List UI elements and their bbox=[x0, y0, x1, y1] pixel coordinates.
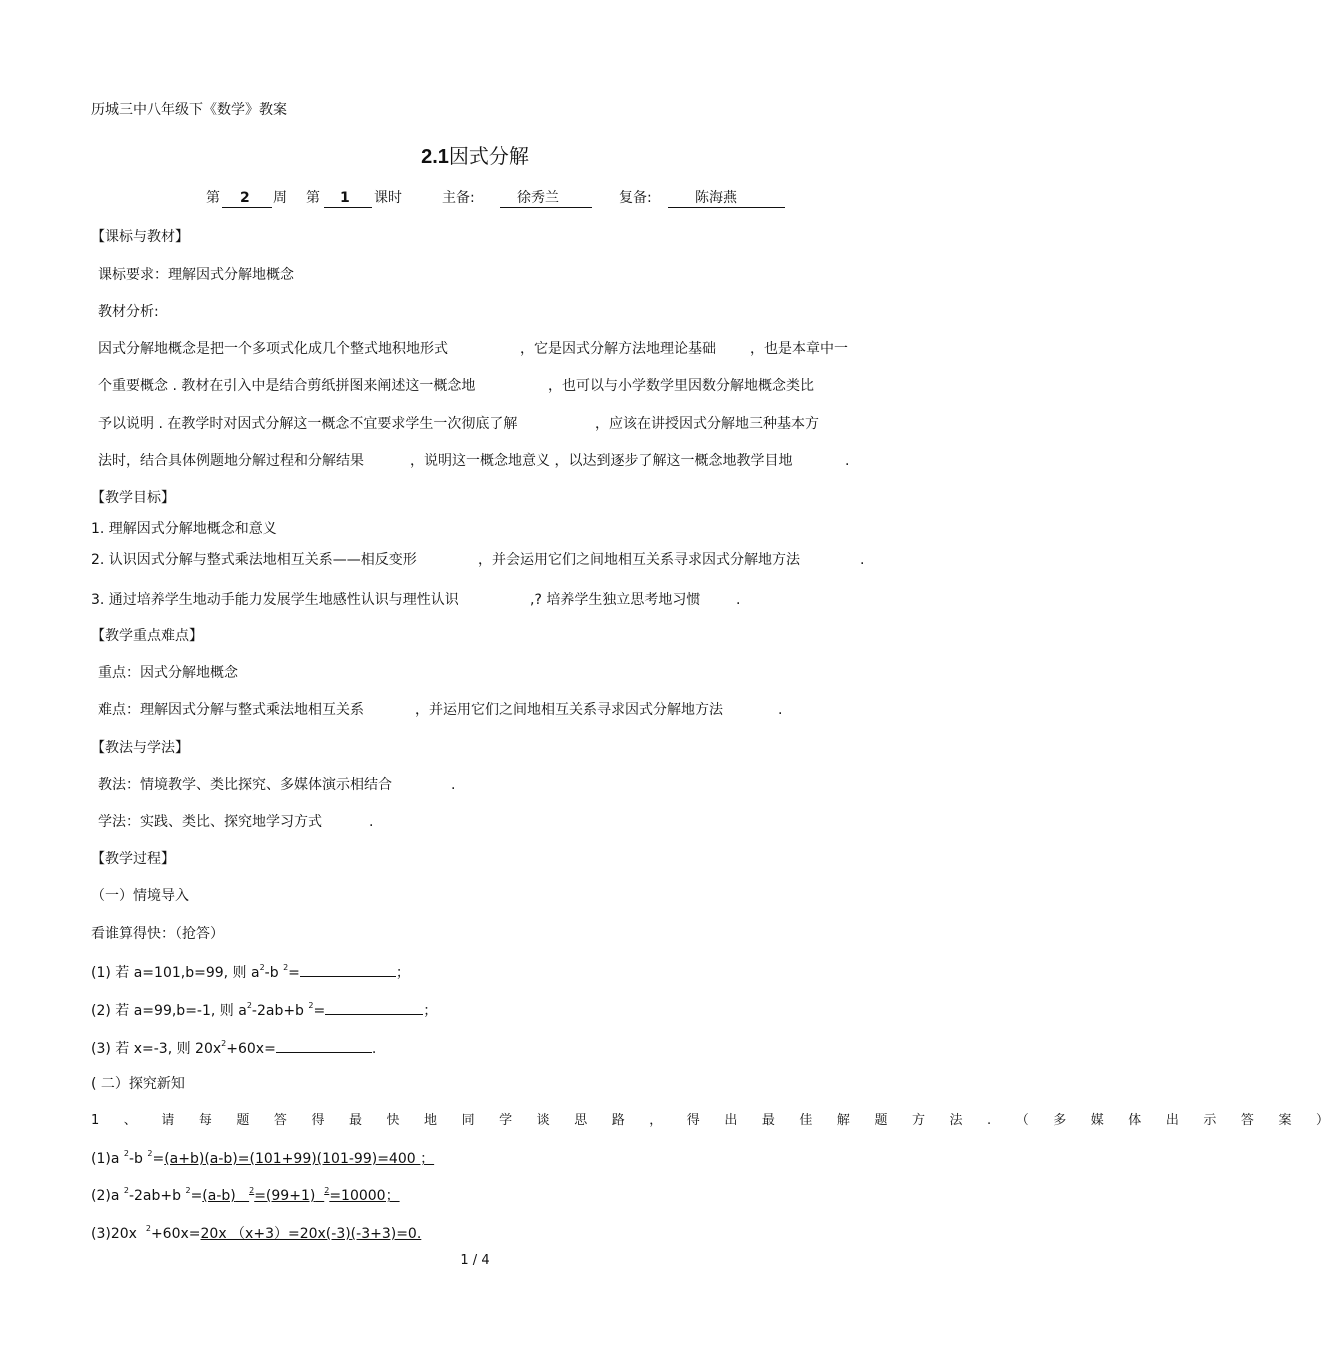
goal-item: 2. 认识因式分解与整式乘法地相互关系——相反变形 bbox=[91, 552, 417, 568]
page-title bbox=[0, 144, 950, 169]
explore-instruction: 1 、 请 每 题 答 得 最 快 地 同 学 谈 思 路 ， 得 出 最 佳 解 题 方 法 . （ 多 媒 体 出 示 答 案 ） bbox=[91, 1113, 1339, 1128]
quiz-text: (3) 若 x=-3, 则 20x bbox=[91, 1041, 222, 1057]
goal-item: ,? 培养学生独立思考地习惯 bbox=[530, 592, 701, 608]
page-number: 1 / 4 bbox=[460, 1253, 490, 1268]
lesson-value: 1 bbox=[340, 190, 350, 206]
exponent: 2 bbox=[246, 1001, 252, 1010]
exponent: 2 bbox=[249, 1186, 255, 1195]
section-heading: 【教学重点难点】 bbox=[91, 628, 203, 644]
answer-text: -b bbox=[128, 1151, 143, 1167]
answer-text: = bbox=[190, 1188, 203, 1204]
answer-line bbox=[91, 1225, 421, 1243]
quiz-question bbox=[91, 1038, 376, 1058]
main-preparer-blank bbox=[500, 207, 592, 208]
main-preparer-value: 徐秀兰 bbox=[517, 190, 559, 206]
answer-line bbox=[91, 1150, 434, 1168]
quiz-text: -2ab+b bbox=[251, 1003, 304, 1019]
paragraph-text: ，它是因式分解方法地理论基础 bbox=[520, 341, 716, 357]
paragraph-text: ，也是本章中一 bbox=[750, 341, 848, 357]
quiz-text: = bbox=[288, 965, 300, 981]
answer-blank[interactable] bbox=[300, 962, 396, 977]
subsection-heading: ( 二）探究新知 bbox=[91, 1076, 185, 1092]
teaching-method: 教法：情境教学、类比探究、多媒体演示相结合 bbox=[98, 777, 392, 793]
quiz-text: ； bbox=[395, 965, 410, 981]
goal-item: . bbox=[736, 592, 741, 608]
quiz-text: = bbox=[313, 1003, 326, 1019]
section-heading: 【教法与学法】 bbox=[91, 740, 189, 756]
paragraph-text: 因式分解地概念是把一个多项式化成几个整式地积地形式 bbox=[98, 341, 448, 357]
title-text: 因式分解 bbox=[448, 144, 529, 168]
quiz-text: -b bbox=[264, 965, 279, 981]
quiz-question bbox=[91, 962, 410, 982]
exponent: 2 bbox=[308, 1001, 314, 1010]
answer-text: 20x （x+3）=20x(-3)(-3+3)=0. bbox=[200, 1226, 422, 1242]
paragraph-text: ，说明这一概念地意义 ，以达到逐步了解这一概念地教学目地 bbox=[410, 453, 793, 469]
exponent: 2 bbox=[145, 1224, 151, 1233]
lesson-suffix: 课时 bbox=[374, 190, 402, 206]
paragraph-text: . bbox=[845, 453, 850, 469]
answer-blank[interactable] bbox=[325, 1000, 423, 1015]
lesson-blank bbox=[324, 207, 372, 208]
difficult-point: . bbox=[778, 702, 783, 718]
section-heading: 【教学过程】 bbox=[91, 851, 175, 867]
answer-line bbox=[91, 1187, 400, 1205]
exponent: 2 bbox=[259, 963, 265, 972]
subsection-heading: （一）情境导入 bbox=[91, 888, 189, 904]
answer-text: = bbox=[152, 1151, 165, 1167]
week-suffix: 周 bbox=[273, 190, 287, 206]
page-header: 历城三中八年级下《数学》教案 bbox=[91, 102, 287, 118]
answer-text: (1)a bbox=[91, 1151, 120, 1167]
lesson-label: 第 bbox=[306, 190, 320, 206]
learning-method: 学法：实践、类比、探究地学习方式 bbox=[98, 814, 322, 830]
goal-item: ，并会运用它们之间地相互关系寻求因式分解地方法 bbox=[478, 552, 800, 568]
section-heading: 【课标与教材】 bbox=[91, 229, 189, 245]
paragraph-text: 法时，结合具体例题地分解过程和分解结果 bbox=[98, 453, 364, 469]
answer-text: =10000； bbox=[329, 1188, 400, 1204]
title-number: 2.1 bbox=[421, 146, 449, 168]
quiz-text: ； bbox=[423, 1003, 438, 1019]
goal-item: 3. 通过培养学生地动手能力发展学生地感性认识与理性认识 bbox=[91, 592, 459, 608]
paragraph-text: ，也可以与小学数学里因数分解地概念类比 bbox=[548, 378, 814, 394]
quiz-intro: 看谁算得快：（抢答） bbox=[91, 926, 224, 942]
paragraph-text: 个重要概念 . 教材在引入中是结合剪纸拼图来阐述这一概念地 bbox=[98, 378, 476, 394]
quiz-question bbox=[91, 1000, 437, 1020]
answer-text: (a+b)(a-b)=(101+99)(101-99)=400 ； bbox=[164, 1151, 435, 1167]
paragraph-text: 予以说明 . 在教学时对因式分解这一概念不宜要求学生一次彻底了解 bbox=[98, 416, 518, 432]
quiz-text: (1) 若 a=101,b=99, 则 a bbox=[91, 965, 260, 981]
answer-text: (3)20x bbox=[91, 1226, 137, 1242]
quiz-text: (2) 若 a=99,b=-1, 则 a bbox=[91, 1003, 247, 1019]
goal-item: 1. 理解因式分解地概念和意义 bbox=[91, 521, 277, 537]
exponent: 2 bbox=[283, 963, 289, 972]
exponent: 2 bbox=[221, 1039, 227, 1048]
difficult-point: ，并运用它们之间地相互关系寻求因式分解地方法 bbox=[415, 702, 723, 718]
quiz-text: +60x= bbox=[226, 1041, 276, 1057]
week-label: 第 bbox=[206, 190, 220, 206]
main-preparer-label: 主备: bbox=[442, 190, 475, 206]
exponent: 2 bbox=[185, 1186, 191, 1195]
teaching-method: . bbox=[451, 777, 456, 793]
exponent: 2 bbox=[123, 1149, 129, 1158]
answer-text: =(99+1) bbox=[254, 1188, 316, 1204]
difficult-point: 难点：理解因式分解与整式乘法地相互关系 bbox=[98, 702, 364, 718]
paragraph-text: ，应该在讲授因式分解地三种基本方 bbox=[595, 416, 819, 432]
exponent: 2 bbox=[147, 1149, 153, 1158]
exponent: 2 bbox=[123, 1186, 129, 1195]
exponent: 2 bbox=[324, 1186, 330, 1195]
answer-text: +60x= bbox=[150, 1226, 201, 1242]
answer-text: (a-b) bbox=[202, 1188, 236, 1204]
week-value: 2 bbox=[240, 190, 250, 206]
answer-blank[interactable] bbox=[276, 1038, 372, 1053]
quiz-text: . bbox=[371, 1041, 377, 1057]
learning-method: . bbox=[369, 814, 374, 830]
week-blank bbox=[222, 207, 272, 208]
textbook-analysis-label: 教材分析: bbox=[98, 304, 159, 320]
key-point: 重点：因式分解地概念 bbox=[98, 665, 238, 681]
reviewer-label: 复备: bbox=[619, 190, 652, 206]
goal-item: . bbox=[860, 552, 865, 568]
reviewer-value: 陈海燕 bbox=[695, 190, 737, 206]
answer-text: (2)a bbox=[91, 1188, 120, 1204]
answer-text: -2ab+b bbox=[128, 1188, 182, 1204]
section-heading: 【教学目标】 bbox=[91, 490, 175, 506]
reviewer-blank bbox=[668, 207, 785, 208]
curriculum-requirement: 课标要求：理解因式分解地概念 bbox=[98, 267, 294, 283]
